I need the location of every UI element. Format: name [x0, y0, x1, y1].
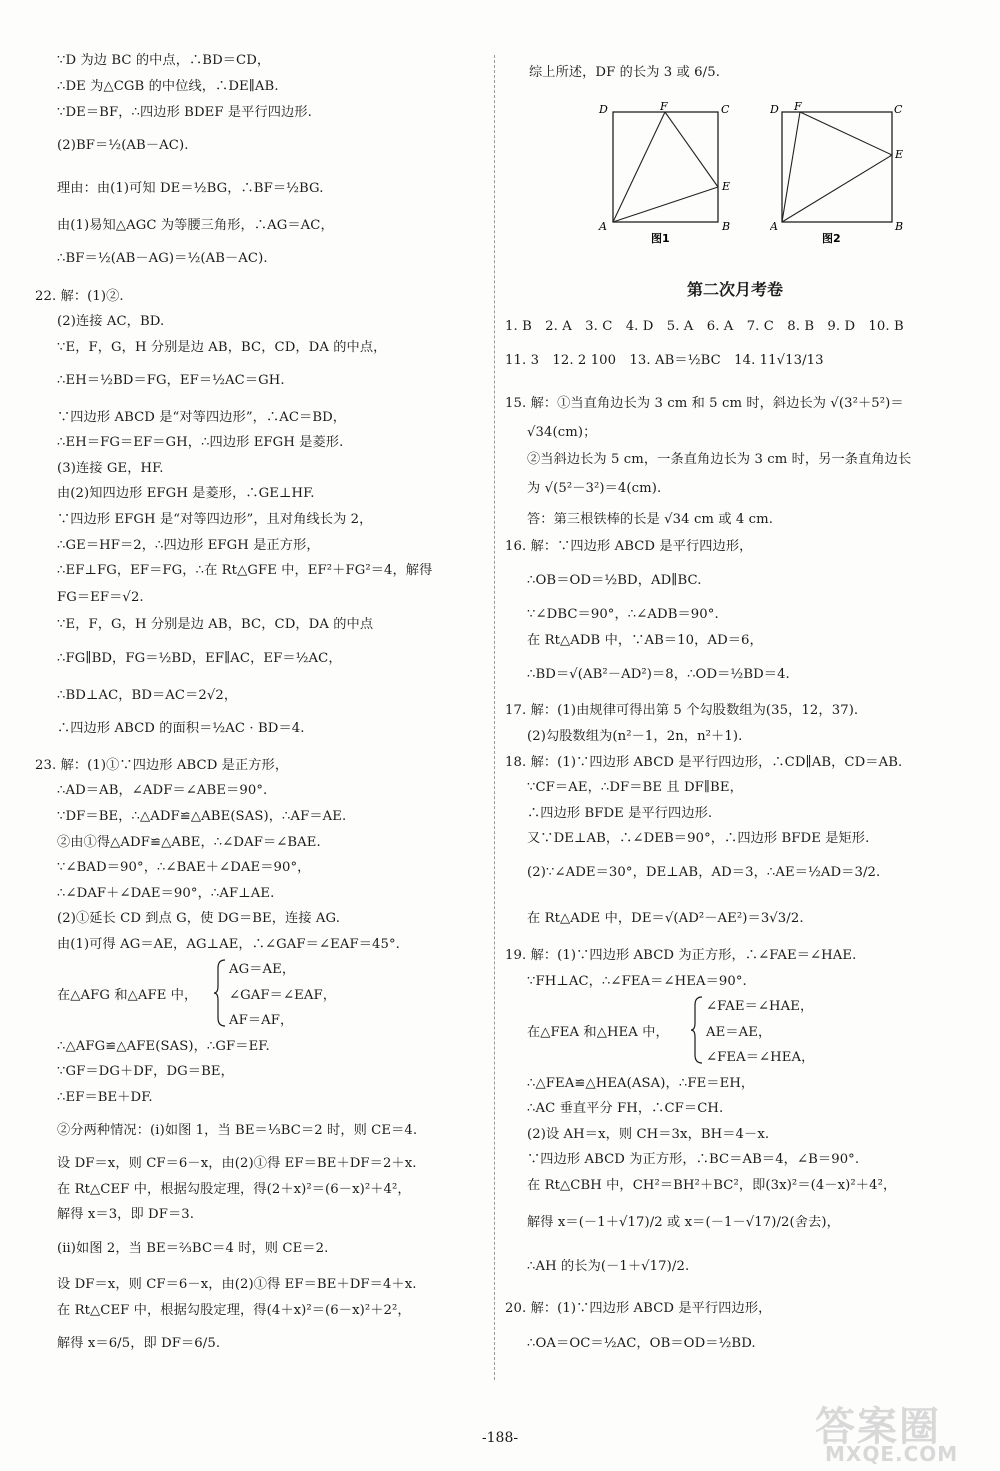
text-line: ∵∠DBC＝90°，∴∠ADB＝90°. [527, 607, 719, 622]
text-line: ∴四边形 BFDE 是平行四边形. [527, 806, 713, 821]
text-line: ∴△AFG≌△AFE(SAS)，∴GF＝EF. [57, 1039, 270, 1054]
text-line: ∴△FEA≌△HEA(ASA)，∴FE＝EH， [527, 1076, 755, 1091]
text-line: (2)①延长 CD 到点 G，使 DG＝BE，连接 AG. [57, 911, 341, 926]
page-number: -188- [481, 1430, 519, 1446]
text-line: 在 Rt△ADB 中，∵AB＝10，AD＝6， [527, 633, 763, 648]
watermark-logo [805, 1395, 995, 1467]
text-line: ②当斜边长为 5 cm，一条直角边长为 3 cm 时，另一条直角边长 [527, 452, 912, 467]
brace-line: AG＝AE， [229, 962, 296, 977]
text-line: 解得 x＝(－1＋√17)/2 或 x＝(－1－√17)/2(舍去)， [527, 1215, 840, 1230]
segment-af [613, 112, 665, 222]
segment-fe [800, 112, 892, 155]
text-line: 由(1)可得 AG＝AE，AG⊥AE，∴∠GAF＝∠EAF＝45°. [57, 937, 400, 952]
question-17-heading: 17. 解：(1)由规律可得出第 5 个勾股数组为(35，12，37). [505, 703, 859, 718]
conclusion-line: 综上所述，DF 的长为 3 或 6/5. [529, 65, 720, 80]
text-line: (2)连接 AC，BD. [57, 314, 165, 329]
text-line: ∵D 为边 BC 的中点，∴BD＝CD， [57, 53, 271, 68]
label-f: F [660, 100, 668, 113]
text-line: ∴GE＝HF＝2，∴四边形 EFGH 是正方形， [57, 538, 320, 553]
text-line: 在 Rt△ADE 中，DE＝√(AD²－AE²)＝3√3/2. [527, 911, 804, 926]
label-d: D [599, 103, 608, 116]
brace-line: ∠FEA＝∠HEA， [706, 1050, 815, 1065]
text-line: FG＝EF＝√2. [57, 590, 144, 605]
text-line: ∵四边形 ABCD 是“对等四边形”，∴AC＝BD， [57, 410, 347, 425]
label-a: A [770, 220, 778, 233]
text-line: ②由①得△ADF≌△ABE，∴∠DAF＝∠BAE. [57, 835, 321, 850]
text-line: 设 DF＝x，则 CF＝6－x，由(2)①得 EF＝BE＋DF＝2＋x. [57, 1156, 417, 1171]
question-15-heading: 15. 解：①当直角边长为 3 cm 和 5 cm 时，斜边长为 √(3²＋5²)＝ [505, 396, 904, 411]
text-line: 理由：由(1)可知 DE＝½BG，∴BF＝½BG. [57, 181, 324, 196]
text-line: ∵DE＝BF，∴四边形 BDEF 是平行四边形. [57, 105, 312, 120]
text-line: 解得 x＝6/5，即 DF＝6/5. [57, 1336, 221, 1351]
label-e: E [722, 180, 731, 193]
text-line: ∴OA＝OC＝½AC，OB＝OD＝½BD. [527, 1336, 756, 1351]
text-line: ∴EH＝FG＝EF＝GH，∴四边形 EFGH 是菱形. [57, 435, 344, 450]
text-line: 由(2)知四边形 EFGH 是菱形，∴GE⊥HF. [57, 486, 315, 501]
text-line: ∵E，F，G，H 分别是边 AB，BC，CD，DA 的中点， [57, 340, 387, 355]
question-19-heading: 19. 解：(1)∵四边形 ABCD 为正方形，∴∠FAE＝∠HAE. [505, 948, 857, 963]
text-line: ∴EH＝½BD＝FG，EF＝½AC＝GH. [57, 373, 285, 388]
label-c: C [894, 103, 903, 116]
brace-line: AF＝AF， [229, 1013, 294, 1028]
label-a: A [599, 220, 607, 233]
text-line: (2)设 AH＝x，则 CH＝3x，BH＝4－x. [527, 1127, 770, 1142]
answer-key-row: 1. B 2. A 3. C 4. D 5. A 6. A 7. C 8. B 9. D 10. B [505, 319, 904, 334]
question-20-heading: 20. 解：(1)∵四边形 ABCD 是平行四边形， [505, 1301, 772, 1316]
text-line: ∵四边形 EFGH 是“对等四边形”，且对角线长为 2， [57, 512, 373, 527]
text-line: ∵E，F，G，H 分别是边 AB，BC，CD，DA 的中点 [57, 617, 374, 632]
text-line: ②分两种情况：(ⅰ)如图 1，当 BE＝⅓BC＝2 时，则 CE＝4. [57, 1123, 418, 1138]
system-brace-icon [690, 995, 704, 1065]
text-line: ∴AH 的长为(－1＋√17)/2. [527, 1259, 690, 1274]
text-line: ∵GF＝DG＋DF，DG＝BE， [57, 1064, 234, 1079]
text-line: (3)连接 GE，HF. [57, 461, 164, 476]
square-abcd [613, 112, 718, 222]
text-line: 答：第三根铁棒的长是 √34 cm 或 4 cm. [527, 512, 774, 527]
system-brace-icon [213, 958, 227, 1028]
question-23-heading: 23. 解：(1)①∵四边形 ABCD 是正方形， [35, 758, 289, 773]
question-16-heading: 16. 解：∵四边形 ABCD 是平行四边形， [505, 539, 753, 554]
label-d: D [770, 103, 779, 116]
text-line: ∴BF＝½(AB－AG)＝½(AB－AC). [57, 251, 268, 266]
segment-ae [613, 187, 718, 222]
text-line: ∴BD⊥AC，BD＝AC＝2√2， [57, 688, 238, 703]
text-line: 为 √(5²－3²)＝4(cm). [527, 481, 662, 496]
label-f: F [794, 100, 802, 113]
figure-2 [770, 100, 920, 250]
text-line: ∵FH⊥AC，∴∠FEA＝∠HEA＝90°. [527, 974, 747, 989]
text-line: √34(cm)； [527, 425, 597, 440]
brace-line: AE＝AE， [706, 1025, 772, 1040]
text-line: 在△FEA 和△HEA 中， [527, 1025, 669, 1040]
question-22-heading: 22. 解：(1)②. [35, 289, 124, 304]
section-title: 第二次月考卷 [686, 280, 783, 299]
label-b: B [722, 220, 731, 233]
figure-1 [593, 100, 743, 250]
text-line: ∴OB＝OD＝½BD，AD∥BC. [527, 573, 702, 588]
text-line: 又∵DE⊥AB，∴∠DEB＝90°，∴四边形 BFDE 是矩形. [527, 831, 870, 846]
text-line: ∴AC 垂直平分 FH，∴CF＝CH. [527, 1101, 724, 1116]
text-line: (2)BF＝½(AB－AC). [57, 138, 189, 153]
text-line: ∴∠DAF＋∠DAE＝90°，∴AF⊥AE. [57, 886, 275, 901]
text-line: 在△AFG 和△AFE 中， [57, 988, 198, 1003]
segment-ae [782, 155, 892, 222]
text-line: (ⅱ)如图 2，当 BE＝⅔BC＝4 时，则 CE＝2. [57, 1241, 329, 1256]
figure-2-caption: 图2 [822, 232, 841, 245]
question-18-heading: 18. 解：(1)∵四边形 ABCD 是平行四边形，∴CD∥AB，CD＝AB. [505, 755, 903, 770]
text-line: ∴EF⊥FG，EF＝FG，∴在 Rt△GFE 中，EF²＋FG²＝4，解得 [57, 563, 433, 578]
text-line: 在 Rt△CBH 中，CH²＝BH²＋BC²，即(3x)²＝(4－x)²＋4²， [527, 1178, 897, 1193]
segment-af [782, 112, 800, 222]
text-line: 在 Rt△CEF 中，根据勾股定理，得(2＋x)²＝(6－x)²＋4²， [57, 1182, 411, 1197]
square-abcd [782, 112, 892, 222]
text-line: 由(1)易知△AGC 为等腰三角形，∴AG＝AC， [57, 218, 334, 233]
text-line: ∴EF＝BE＋DF. [57, 1090, 153, 1105]
label-e: E [895, 148, 904, 161]
answer-key-row: 11. 3 12. 2 100 13. AB＝½BC 14. 11√13/13 [505, 353, 824, 368]
text-line: 解得 x＝3，即 DF＝3. [57, 1207, 195, 1222]
text-line: ∵∠BAD＝90°，∴∠BAE＋∠DAE＝90°， [57, 860, 311, 875]
column-divider [494, 55, 495, 1380]
figure-1-caption: 图1 [651, 232, 670, 245]
segment-fe [665, 112, 718, 187]
text-line: (2)勾股数组为(n²－1，2n，n²＋1). [527, 729, 743, 744]
text-line: (2)∵∠ADE＝30°，DE⊥AB，AD＝3，∴AE＝½AD＝3/2. [527, 865, 881, 880]
text-line: ∴四边形 ABCD 的面积＝½AC · BD＝4. [57, 721, 305, 736]
text-line: ∴AD＝AB，∠ADF＝∠ABE＝90°. [57, 783, 268, 798]
text-line: ∵CF＝AE，∴DF＝BE 且 DF∥BE， [527, 780, 743, 795]
text-line: 设 DF＝x，则 CF＝6－x，由(2)①得 EF＝BE＋DF＝4＋x. [57, 1277, 417, 1292]
label-b: B [895, 220, 904, 233]
label-c: C [721, 103, 730, 116]
brace-line: ∠GAF＝∠EAF， [229, 988, 336, 1003]
text-line: ∵DF＝BE，∴△ADF≌△ABE(SAS)，∴AF＝AE. [57, 809, 347, 824]
text-line: ∵四边形 ABCD 为正方形，∴BC＝AB＝4，∠B＝90°. [527, 1152, 860, 1167]
watermark-url-text: MXQE.COM [825, 1442, 959, 1466]
text-line: 在 Rt△CEF 中，根据勾股定理，得(4＋x)²＝(6－x)²＋2²， [57, 1303, 411, 1318]
text-line: ∴BD＝√(AB²－AD²)＝8，∴OD＝½BD＝4. [527, 667, 790, 682]
text-line: ∴DE 为△CGB 的中位线，∴DE∥AB. [57, 79, 279, 94]
brace-line: ∠FAE＝∠HAE， [706, 999, 814, 1014]
watermark-cn-text: 答案圈 [815, 1404, 941, 1450]
text-line: ∴FG∥BD，FG＝½BD，EF∥AC，EF＝½AC， [57, 651, 342, 666]
